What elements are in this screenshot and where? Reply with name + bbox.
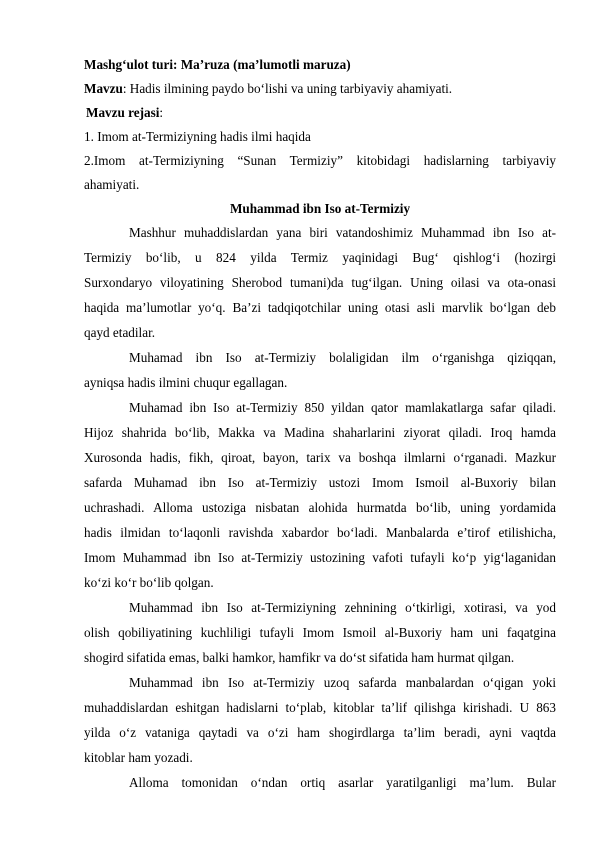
body-line: Imom Muhammad ibn Iso at-Termiziy ustozining vafoti tufayli ko‘p yig‘laganidan — [84, 550, 556, 565]
body-line: Xurosonda hadis, fikh, qiroat, bayon, tarix va boshqa ilmlarni o‘rganadi. Mazkur — [84, 450, 556, 465]
plan-item: 2.Imom at-Termiziyning “Sunan Termiziy” kitobidagi hadislarning tarbiyaviy — [84, 153, 556, 168]
body-line: Mashhur muhaddislardan yana biri vatandoshimiz Muhammad ibn Iso at- — [129, 225, 556, 240]
body-line: Muhammad ibn Iso at-Termiziyning zehnining o‘tkirligi, xotirasi, va yod — [129, 600, 556, 615]
body-line: uchrashadi. Alloma ustoziga nisbatan alohida hurmatda bo‘lib, uning yordamida — [84, 500, 556, 515]
plan-colon: : — [159, 105, 164, 120]
plan-heading — [86, 105, 163, 121]
body-line: kitoblar ham yozadi. — [84, 750, 193, 765]
body-line: Muhammad ibn Iso at-Termiziy uzoq safarda manbalardan o‘qigan yoki — [129, 675, 556, 690]
body-line: Muhamad ibn Iso at-Termiziy bolaligidan ilm o‘rganishga qiziqqan, — [129, 350, 556, 365]
body-line: Hijoz shahrida bo‘lib, Makka va Madina shaharlarini ziyorat qiladi. Iroq hamda — [84, 425, 556, 440]
lesson-type-heading: Mashg‘ulot turi: Ma’ruza (ma’lumotli maruza) — [84, 57, 351, 72]
body-line: shogird sifatida emas, balki hamkor, hamfikr va do‘st sifatida ham hurmat qilgan. — [84, 650, 515, 665]
body-line: qayd etadilar. — [84, 325, 156, 340]
body-line: Termiziy bo‘lib, u 824 yilda Termiz yaqinidagi Bug‘ qishlog‘i (hozirgi — [84, 250, 556, 265]
plan-label: Mavzu rejasi — [86, 105, 160, 120]
body-line: olish qobiliyatining kuchliligi tufayli Imom Ismoil al-Buxoriy ham uni faqatgina — [84, 625, 556, 640]
plan-item: 1. Imom at-Termiziyning hadis ilmi haqida — [84, 129, 311, 144]
body-line: Alloma tomonidan o‘ndan ortiq asarlar yaratilganligi ma’lum. Bular — [129, 775, 556, 790]
body-line: Muhamad ibn Iso at-Termiziy 850 yildan qator mamlakatlarga safar qiladi. — [129, 400, 556, 415]
body-line: ko‘zi ko‘r bo‘lib qolgan. — [84, 575, 214, 590]
body-line: hadis ilmidan to‘laqonli ravishda xabardor bo‘ladi. Manbalarda e’tirof etilishicha, — [84, 525, 556, 540]
topic-value: : Hadis ilmining paydo bo‘lishi va uning tarbiyaviy ahamiyati. — [122, 81, 453, 96]
section-title: Muhammad ibn Iso at-Termiziy — [229, 201, 411, 216]
topic-line — [84, 81, 452, 97]
body-line: Surxondaryo viloyatining Sherobod tumani)da tug‘ilgan. Uning oilasi va ota-onasi — [84, 275, 556, 290]
body-line: haqida ma’lumotlar yo‘q. Ba’zi tadqiqotchilar uning otasi asli marvlik bo‘lgan deb — [84, 300, 556, 315]
body-line: safarda Muhamad ibn Iso at-Termiziy ustozi Imom Ismoil al-Buxoriy bilan — [84, 475, 556, 490]
body-line: yilda o‘z vataniga qaytadi va o‘zi ham shogirdlarga ta’lim beradi, ayni vaqtda — [84, 725, 556, 740]
body-line: muhaddislardan eshitgan hadislarni to‘plab, kitoblar ta’lif qilishga kirishadi. U 863 — [84, 700, 556, 715]
topic-label: Mavzu — [84, 81, 123, 96]
body-line: ayniqsa hadis ilmini chuqur egallagan. — [84, 375, 288, 390]
plan-item: ahamiyati. — [84, 177, 140, 192]
